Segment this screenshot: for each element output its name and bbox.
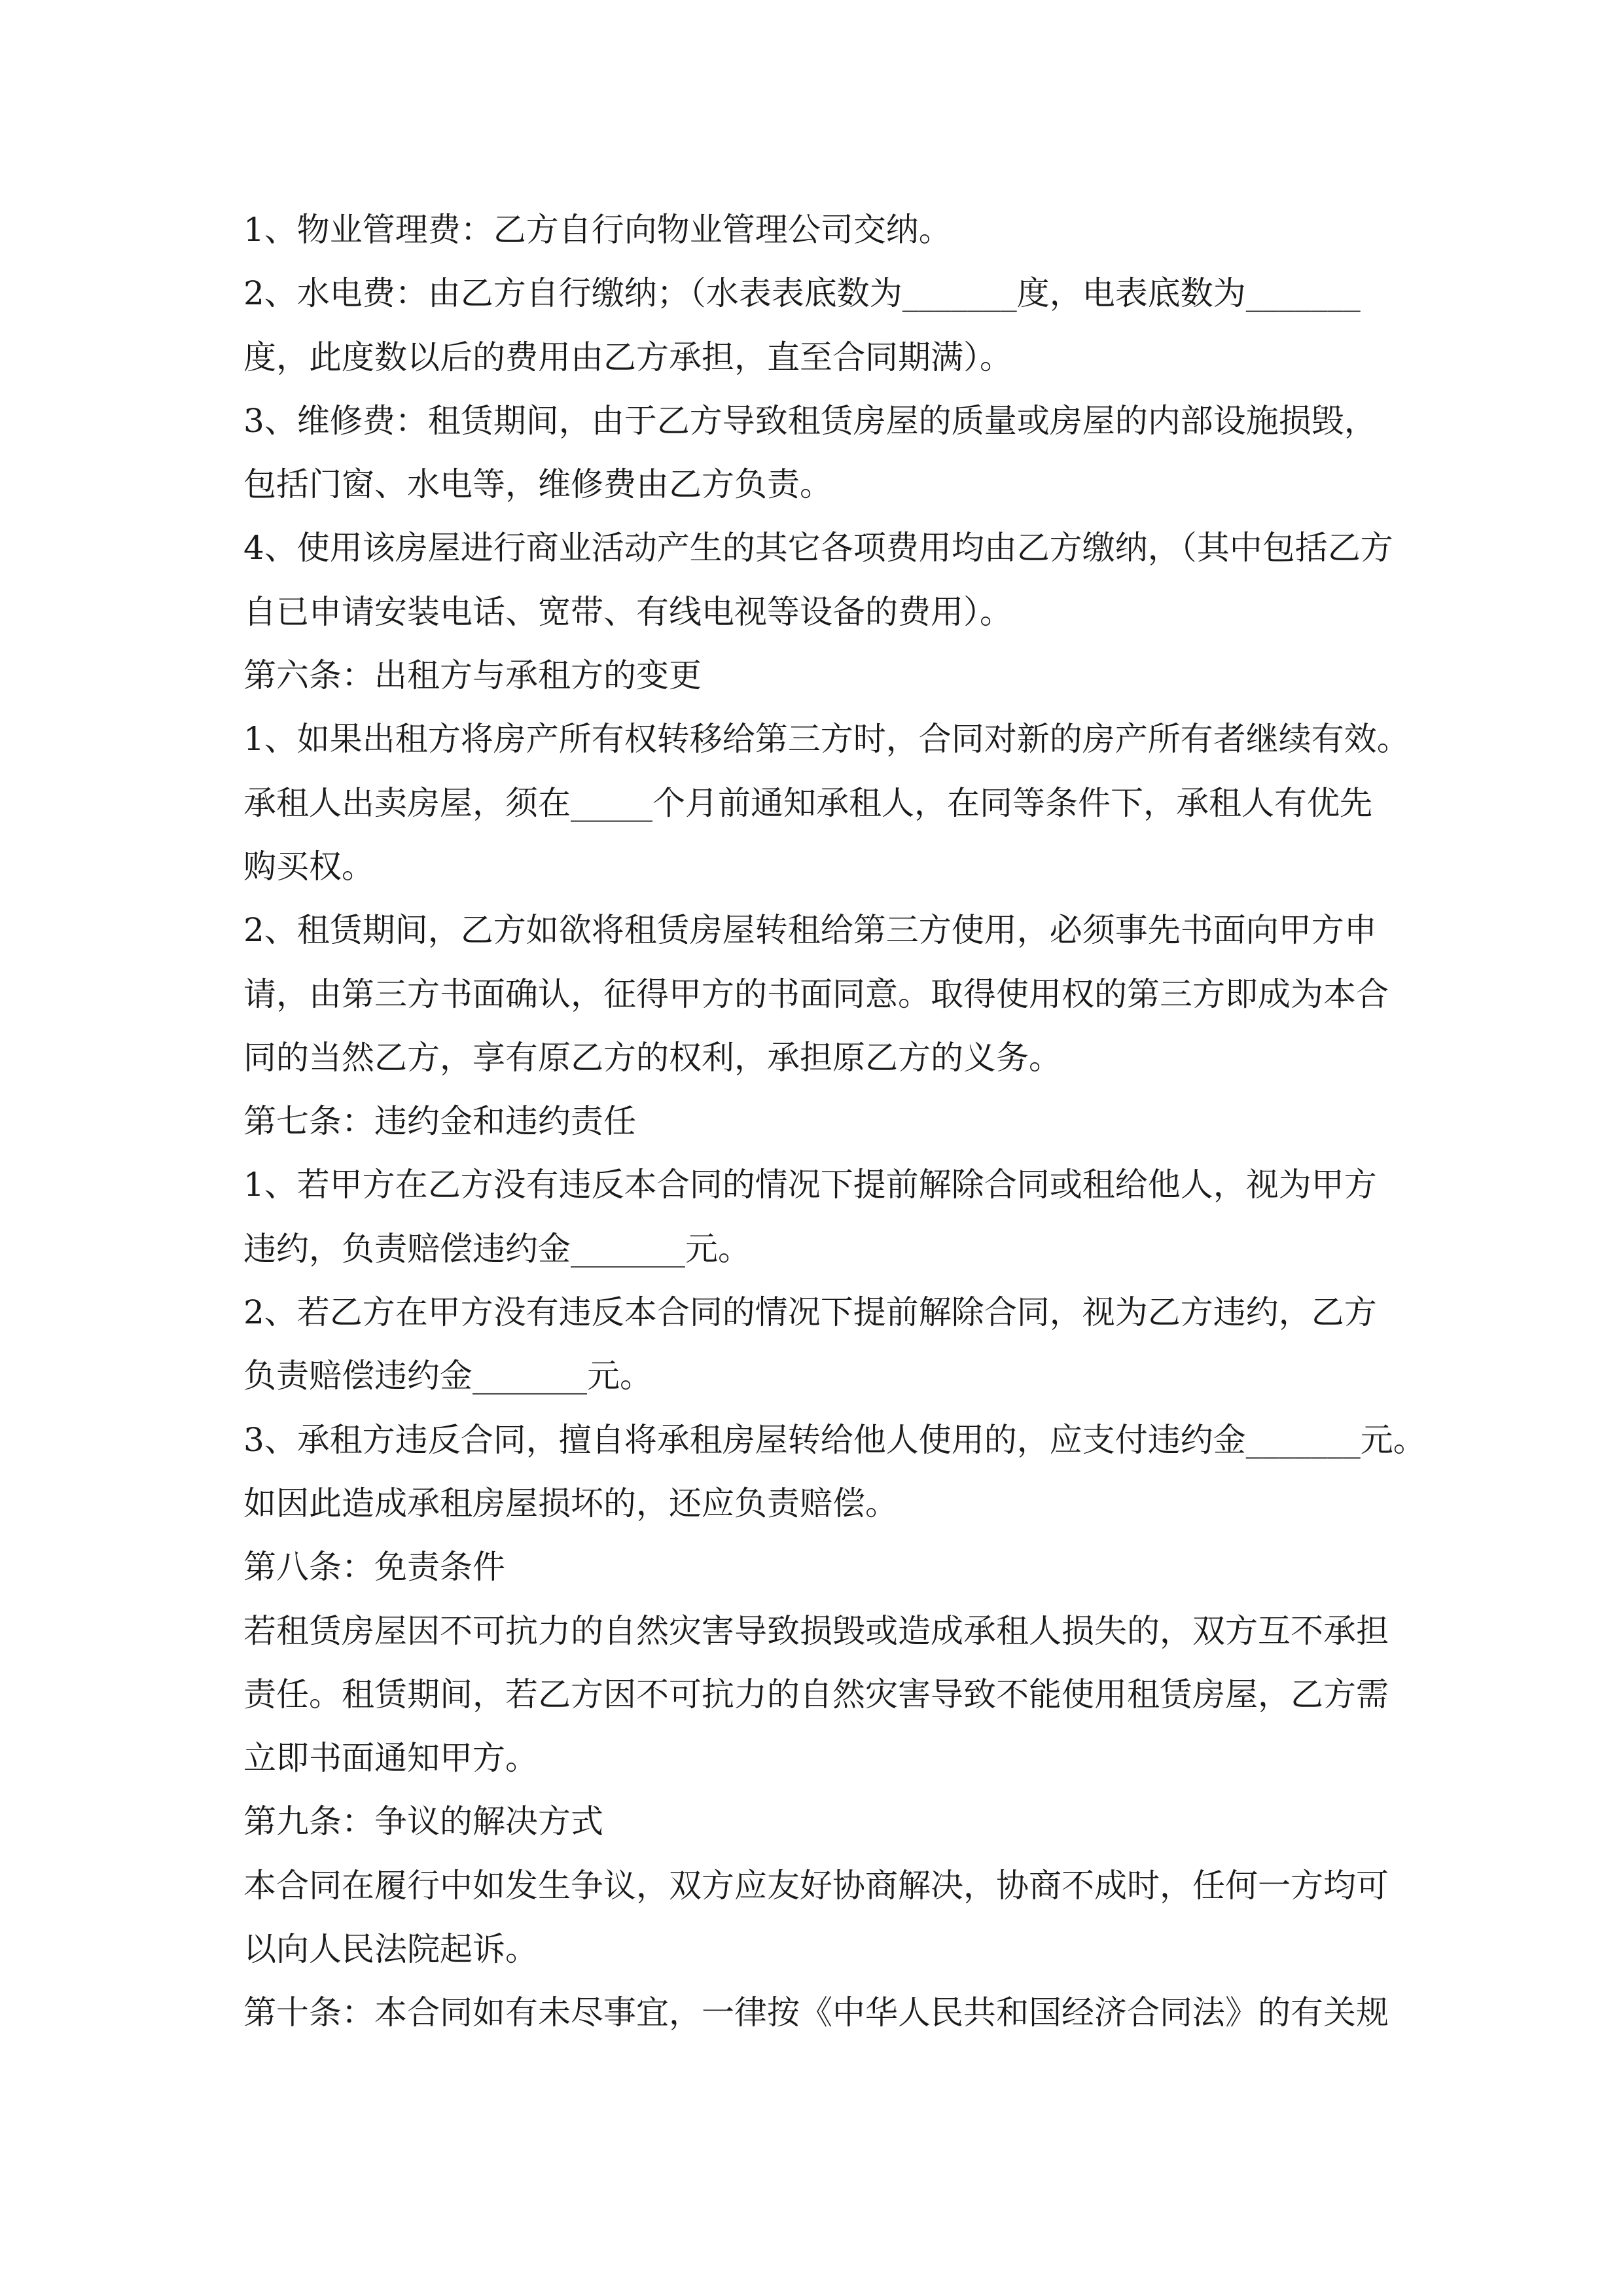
text-line: 包括门窗、水电等，维修费由乙方负责。 [243, 465, 832, 504]
section-heading: 第九条：争议的解决方式 [243, 1803, 603, 1841]
section-heading: 第七条：违约金和违约责任 [243, 1102, 636, 1141]
text-line: 责任。租赁期间，若乙方因不可抗力的自然灾害导致不能使用租赁房屋，乙方需 [243, 1675, 1389, 1713]
text-line: 若租赁房屋因不可抗力的自然灾害导致损毁或造成承租人损失的，双方互不承担 [243, 1611, 1389, 1650]
text-line: 立即书面通知甲方。 [243, 1739, 538, 1778]
text-line: 购买权。 [243, 847, 374, 886]
text-line: 如因此造成承租房屋损坏的，还应负责赔偿。 [243, 1484, 898, 1522]
text-line: 负责赔偿违约金_______元。 [243, 1357, 652, 1395]
text-line: 1、物业管理费：乙方自行向物业管理公司交纳。 [243, 211, 952, 249]
text-line: 自已申请安装电话、宽带、有线电视等设备的费用）。 [243, 592, 1012, 631]
text-line: 3、承租方违反合同，擅自将承租房屋转给他人使用的，应支付违约金_______元。 [243, 1420, 1426, 1459]
text-line: 2、若乙方在甲方没有违反本合同的情况下提前解除合同，视为乙方违约，乙方 [243, 1293, 1377, 1332]
text-line: 请，由第三方书面确认，征得甲方的书面同意。取得使用权的第三方即成为本合 [243, 975, 1389, 1013]
text-line: 承租人出卖房屋，须在_____个月前通知承租人，在同等条件下，承租人有优先 [243, 783, 1372, 822]
section-heading: 第六条：出租方与承租方的变更 [243, 656, 702, 695]
text-line: 1、如果出租方将房产所有权转移给第三方时，合同对新的房产所有者继续有效。 [243, 720, 1410, 759]
text-line: 以向人民法院起诉。 [243, 1930, 538, 1969]
text-line: 4、使用该房屋进行商业活动产生的其它各项费用均由乙方缴纳，（其中包括乙方 [243, 529, 1393, 567]
text-line: 违约，负责赔偿违约金_______元。 [243, 1229, 751, 1268]
text-line: 2、租赁期间，乙方如欲将租赁房屋转租给第三方使用，必须事先书面向甲方申 [243, 911, 1377, 950]
text-line: 1、若甲方在乙方没有违反本合同的情况下提前解除合同或租给他人，视为甲方 [243, 1166, 1377, 1204]
text-line: 本合同在履行中如发生争议，双方应友好协商解决，协商不成时，任何一方均可 [243, 1866, 1389, 1905]
section-heading: 第八条：免责条件 [243, 1548, 505, 1587]
text-line: 2、水电费：由乙方自行缴纳；（水表表底数为_______度，电表底数为_______ [243, 274, 1361, 313]
document-body [243, 198, 1426, 2045]
section-heading: 第十条：本合同如有未尽事宜，一律按《中华人民共和国经济合同法》的有关规 [243, 1994, 1389, 2032]
text-line: 3、维修费：租赁期间，由于乙方导致租赁房屋的质量或房屋的内部设施损毁， [243, 401, 1377, 440]
text-line: 度，此度数以后的费用由乙方承担，直至合同期满）。 [243, 338, 1012, 376]
text-line: 同的当然乙方，享有原乙方的权利，承担原乙方的义务。 [243, 1038, 1061, 1077]
